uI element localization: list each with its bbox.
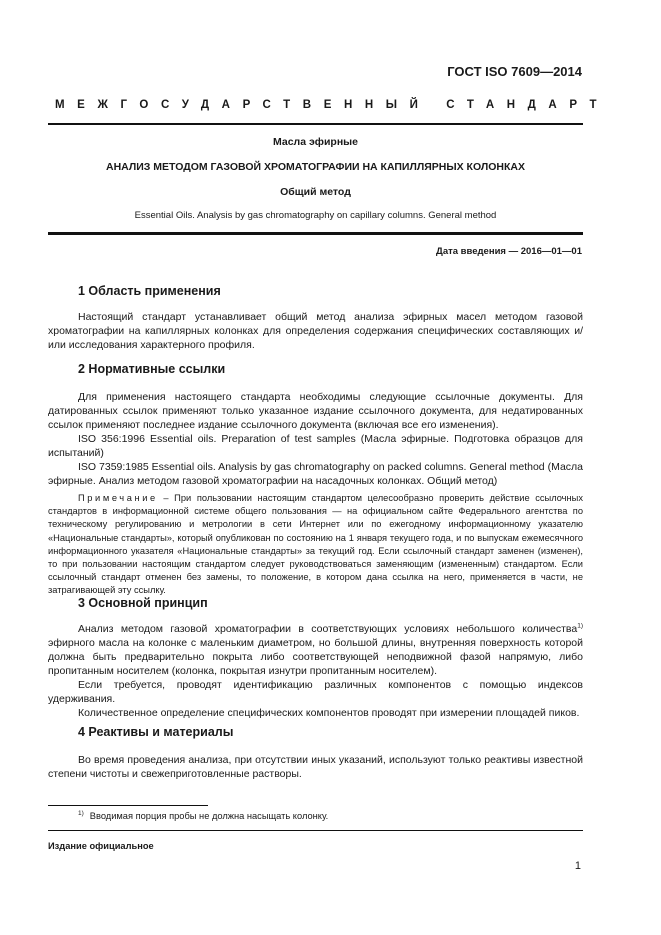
note-block [48,492,583,598]
section-body-reagents [48,753,583,781]
section-heading-reagents: 4 Реактивы и материалы [78,725,234,739]
standard-code: ГОСТ ISO 7609—2014 [447,64,582,79]
section-body-scope [48,310,583,352]
introduction-date-value: — 2016—01—01 [505,246,582,257]
paragraph [48,622,583,678]
introduction-date-label: Дата введения [436,246,506,257]
general-method-title: Общий метод [280,186,351,198]
reference-iso-7359: ISO 7359:1985 Essential oils. Analysis by gas chromatography on packed columns. General method (Масла эфирные. Анализ методом газовой хроматографии на насадочных колонках. Общий метод) [48,461,583,487]
subject-title: Масла эфирные [273,136,358,148]
paragraph: Количественное определение специфических компонентов проводят при измерении площадей пиков. [78,707,580,719]
note-text: – При пользовании настоящим стандартом целесообразно проверить действие ссылочных стандартов в информационной системе общего пользования — на официальном сайте Федерального агентства по техническому регулированию и метрологии в сети Интернет или по ежегодному информационному указателю «Национальные стандарты», который опубликован по состоянию на 1 января текущего года, и по выпускам ежемесячного информационного указателя «Национальные стандарты» за текущий год. Если ссылочный стандарт заменен (изменен), то при пользовании настоящим стандартом следует руководствоваться заменяющим (измененным) стандартом. Если ссылочный стандарт отменен без замены, то положение, в котором дана ссылка на него, применяется в части, не затрагивающей эту ссылку. [48,493,583,596]
reference-iso-356: ISO 356:1996 Essential oils. Preparation of test samples (Масла эфирные. Подготовка образцов для испытаний) [48,433,583,459]
paragraph-text: Анализ методом газовой хроматографии в соответствующих условиях небольшого количества [78,623,578,635]
introduction-date [436,246,582,257]
note-label: Примечание [78,493,158,503]
official-edition-label: Издание официальное [48,841,154,851]
paragraph: Для применения настоящего стандарта необходимы следующие ссылочные документы. Для датированных ссылок применяют только указанное издание ссылочного документа, для недатированных ссылок применяют последнее издание ссылочного документа (включая все его изменения). [48,391,583,431]
paragraph: Во время проведения анализа, при отсутствии иных указаний, используют только реактивы известной степени чистоты и свежеприготовленные растворы. [48,754,583,780]
main-title: АНАЛИЗ МЕТОДОМ ГАЗОВОЙ ХРОМАТОГРАФИИ НА КАПИЛЛЯРНЫХ КОЛОНКАХ [106,161,525,173]
top-divider [48,123,583,125]
title-divider [48,232,583,235]
section-heading-normative-references: 2 Нормативные ссылки [78,362,226,376]
page-number: 1 [574,860,581,872]
paragraph: Настоящий стандарт устанавливает общий метод анализа эфирных масел методом газовой хроматографии на капиллярных колонках для определения содержания специфических составляющих и/или исследования характерного профиля. [48,311,583,351]
paragraph: Если требуется, проводят идентификацию различных компонентов с помощью индексов удерживания. [48,679,583,705]
paragraph-text-continued: эфирного масла на колонке с маленьким диаметром, но большой длины, внутренняя поверхность которой должна быть предварительно покрыта либо соответствующей неподвижной фазой напрямую, либо пропитанным носителем (колонка, покрытая изнутри пропитанным носителем). [48,637,583,677]
english-title: Essential Oils. Analysis by gas chromatography on capillary columns. General method [134,210,497,221]
interstate-standard-heading: МЕЖГОСУДАРСТВЕННЫЙ СТАНДАРТ [55,99,610,111]
section-heading-principle: 3 Основной принцип [78,596,208,610]
section-body-principle [48,622,583,720]
footnote-text: Вводимая порция пробы не должна насыщать колонку. [89,811,329,822]
footer-divider [48,830,583,831]
section-heading-scope: 1 Область применения [78,284,221,298]
footnote-reference: 1) [577,622,583,630]
section-body-normative-references [48,390,583,488]
footnote [78,810,328,821]
footnote-divider [48,805,208,806]
footnote-mark: 1) [78,810,84,817]
